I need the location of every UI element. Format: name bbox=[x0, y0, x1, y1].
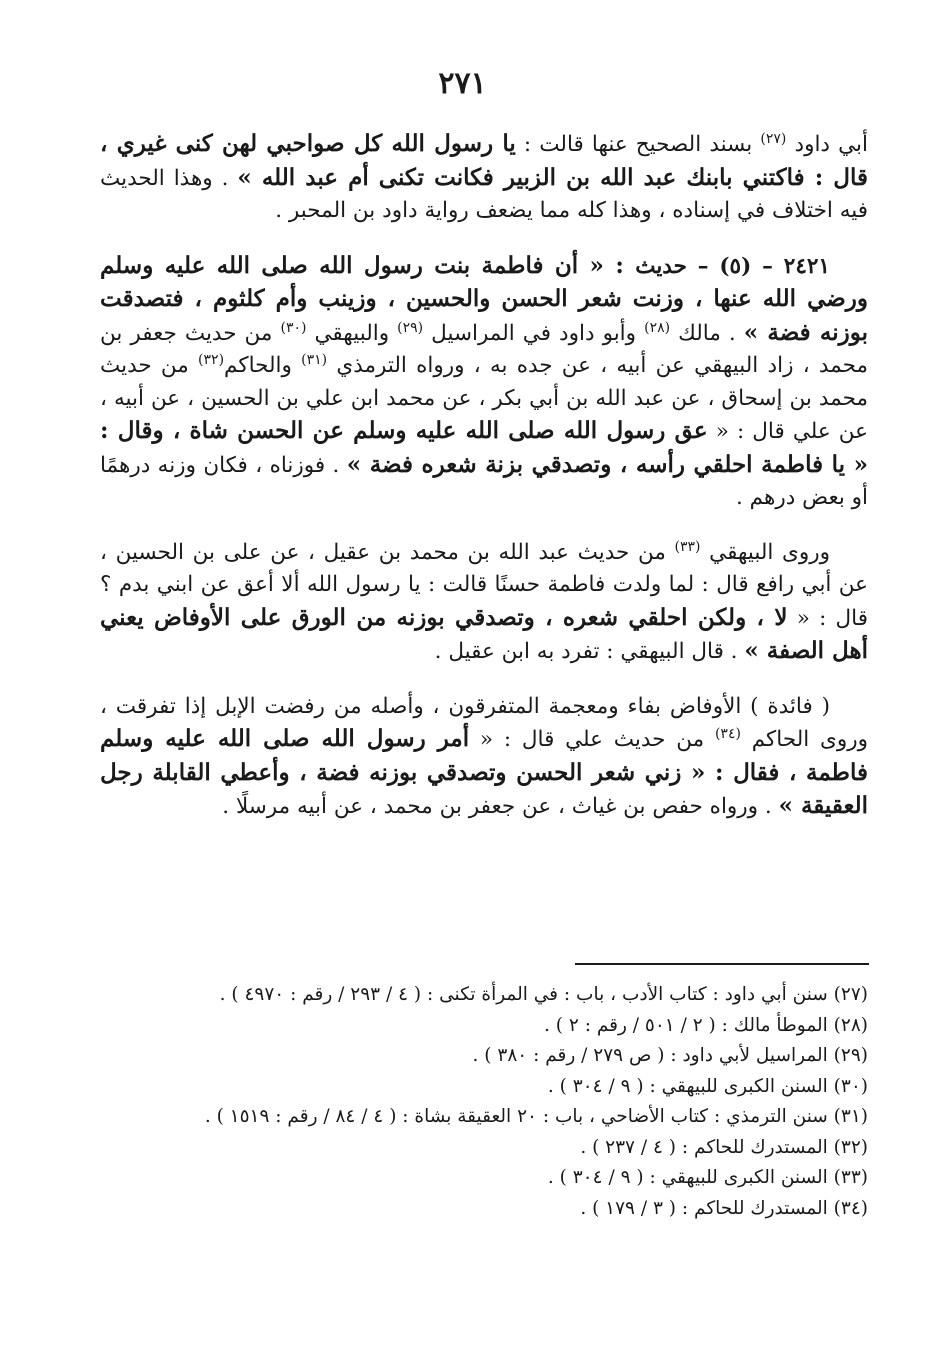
paragraph-1 bbox=[100, 128, 868, 228]
footnote: (٣٣) السنن الكبرى للبيهقي : ( ٩ / ٣٠٤ ) . bbox=[547, 1167, 868, 1188]
footnote: (٢٩) المراسيل لأبي داود : ( ص ٢٧٩ / رقم : ٣٨٠ ) . bbox=[472, 1045, 868, 1066]
footnote-ref: (٣٣) bbox=[674, 538, 701, 555]
text-run: . فوزناه ، فكان وزنه درهمًا أو بعض درهم . bbox=[100, 452, 868, 510]
footnote-ref: (٣٢) bbox=[198, 351, 225, 368]
paragraph-2 bbox=[100, 250, 868, 515]
footnote-ref: (٣٠) bbox=[280, 319, 307, 336]
text-run: وأبو داود في المراسيل bbox=[423, 320, 645, 346]
footnote-separator bbox=[575, 963, 869, 965]
main-text bbox=[100, 128, 868, 846]
hadith-number: ٢٤٢١ – (٥) – حديث bbox=[635, 253, 830, 279]
text-run: من حديث محمد بن إسحاق ، عن عبد الله بن أبي بكر ، عن محمد ابن علي بن الحسين ، عن أبيه ، عن علي قال : « bbox=[100, 353, 868, 444]
footnote: (٢٧) سنن أبي داود : كتاب الأدب ، باب : في المرأة تكنى : ( ٤ / ٢٩٣ / رقم : ٤٩٧٠ ) . bbox=[219, 984, 868, 1005]
paragraph-4 bbox=[100, 691, 868, 824]
text-run: من حديث علي قال : « bbox=[469, 727, 715, 752]
footnote: (٣٢) المستدرك للحاكم : ( ٤ / ٢٣٧ ) . bbox=[580, 1136, 868, 1158]
text-run: . ورواه حفص بن غياث ، عن جعفر بن محمد ، عن أبيه مرسلًا . bbox=[222, 794, 779, 819]
footnote: (٣١) سنن الترمذي : كتاب الأضاحي ، باب : ٢٠ العقيقة بشاة : ( ٤ / ٨٤ / رقم : ١٥١٩ ) . bbox=[204, 1106, 868, 1127]
text-run: من حديث جعفر بن محمد ، زاد البيهقي عن أبيه ، عن جده به ، ورواه الترمذي bbox=[100, 320, 868, 378]
text-run: . قال البيهقي : تفرد به ابن عقيل . bbox=[434, 639, 745, 664]
footnote: (٣٠) السنن الكبرى للبيهقي : ( ٩ / ٣٠٤ ) . bbox=[547, 1075, 868, 1097]
page-number: ٢٧١ bbox=[438, 66, 487, 101]
footnote-ref: (٢٨) bbox=[644, 319, 671, 336]
footnote: (٣٤) المستدرك للحاكم : ( ٣ / ١٧٩ ) . bbox=[580, 1197, 868, 1219]
text-run: والحاكم bbox=[224, 353, 302, 378]
hadith-quote: أمر رسول الله صلى الله عليه وسلم فاطمة ، فقال : « زني شعر الحسن وتصدقي بوزنه فضة ، وأعطي القابلة رجل العقيقة » bbox=[100, 725, 868, 819]
paragraph-3 bbox=[100, 537, 868, 669]
footnote-ref: (٢٧) bbox=[760, 130, 787, 147]
text-run: والبيهقي bbox=[306, 320, 398, 346]
hadith-quote: : « أن فاطمة بنت رسول الله صلى الله عليه وسلم ورضي الله عنها ، وزنت شعر الحسن والحسين ، وزينب وأم كلثوم ، فتصدقت بوزنه فضة » bbox=[100, 251, 868, 346]
hadith-quote: عق رسول الله صلى الله عليه وسلم عن الحسن شاة ، وقال : « يا فاطمة احلقي رأسه ، وتصدقي بزنة شعره فضة » bbox=[100, 417, 868, 478]
footnote-ref: (٢٩) bbox=[397, 319, 424, 336]
text-run: ( فائدة ) الأوفاض بفاء ومعجمة المتفرقون ، وأصله من رفضت الإبل إذا تفرقت ، وروى الحاكم bbox=[100, 693, 869, 752]
hadith-quote: لا ، ولكن احلقي شعره ، وتصدقي بوزنه من الورق على الأوفاض يعني أهل الصفة » bbox=[100, 603, 868, 664]
text-run: . مالك bbox=[670, 320, 744, 346]
text-run: . وهذا الحديث فيه اختلاف في إسناده ، وهذا كله مما يضعف رواية داود بن المحبر . bbox=[100, 165, 868, 223]
hadith-quote: يا رسول الله كل صواحبي لهن كنى غيري ، قال : فاكتني بابنك عبد الله بن الزبير فكانت تكنى أم عبد الله » bbox=[100, 130, 868, 191]
text-run: أبي داود bbox=[786, 132, 868, 157]
footnote: (٢٨) الموطأ مالك : ( ٢ / ٥٠١ / رقم : ٢ ) . bbox=[544, 1014, 868, 1036]
footnote-ref: (٣٤) bbox=[714, 725, 741, 742]
text-run: من حديث عبد الله بن محمد بن عقيل ، عن على بن الحسين ، عن أبي رافع قال : لما ولدت فاطمة حسنًا قالت : يا رسول الله ألا أعق عن ابني بدم ؟ قال : « bbox=[100, 539, 868, 631]
footnote-ref: (٣١) bbox=[301, 351, 328, 368]
text-run: بسند الصحيح عنها قالت : bbox=[515, 132, 761, 157]
text-run: وروى البيهقي bbox=[700, 539, 830, 565]
footnotes bbox=[90, 980, 868, 1224]
